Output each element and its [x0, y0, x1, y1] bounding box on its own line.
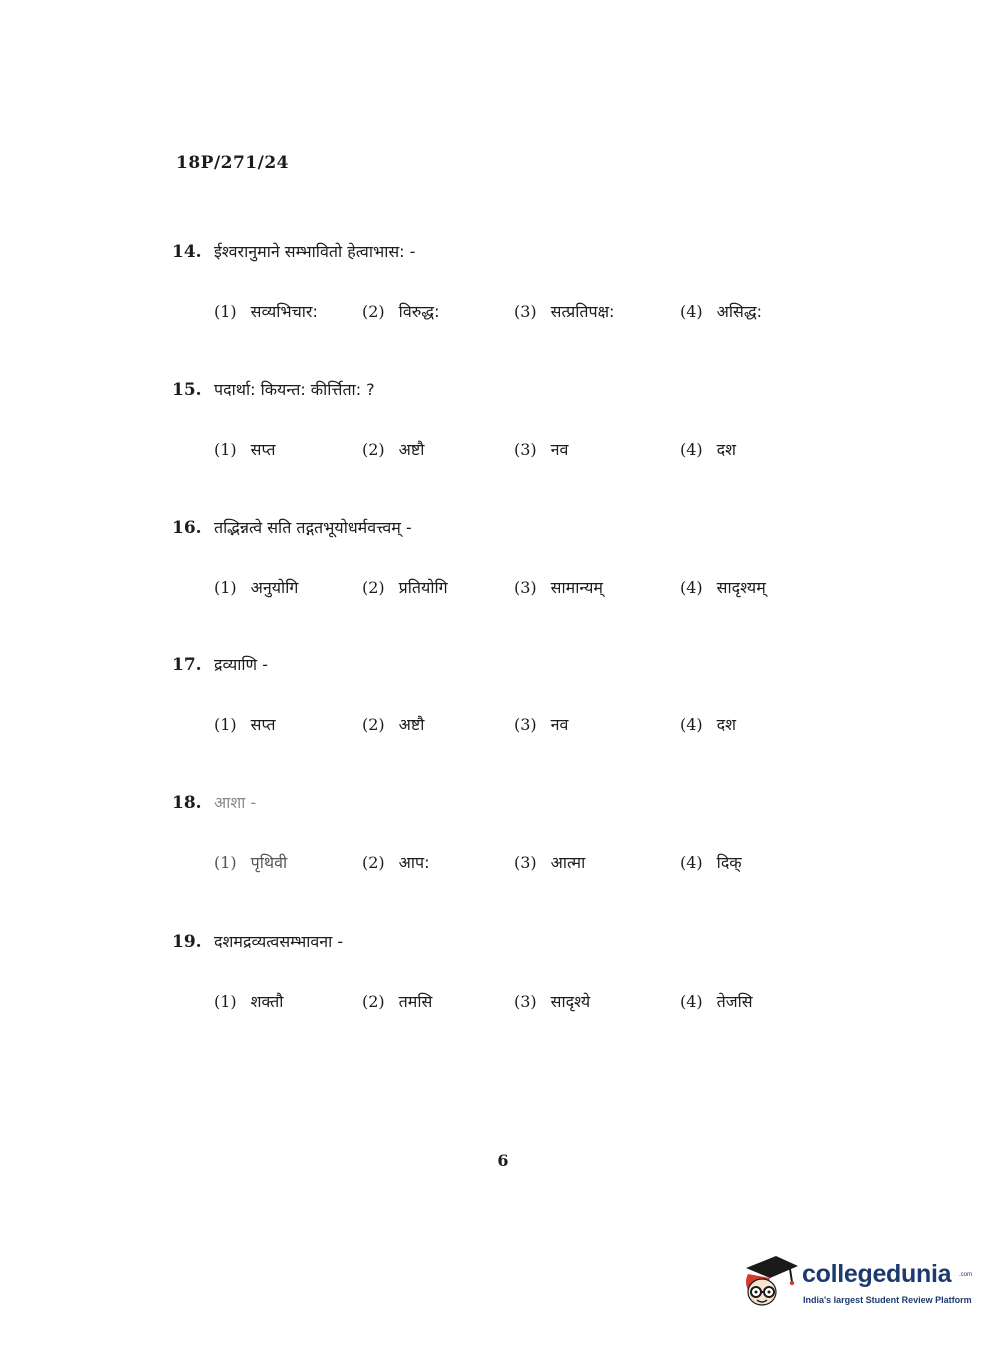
- option-text: नव: [550, 715, 569, 734]
- option-4: [680, 851, 742, 873]
- page-number: 6: [497, 1151, 509, 1170]
- option-text: अनुयोगि: [250, 578, 299, 597]
- option-text: आत्मा: [550, 853, 586, 872]
- option-number: (2): [362, 853, 385, 872]
- option-text: सव्यभिचार:: [250, 302, 318, 321]
- option-4: [680, 990, 753, 1012]
- option-number: (1): [214, 853, 237, 872]
- option-text: दश: [716, 715, 737, 734]
- option-3: [514, 851, 585, 873]
- option-number: (1): [214, 715, 237, 734]
- option-number: (3): [514, 578, 537, 597]
- option-2: [362, 300, 439, 322]
- option-text: अष्टौ: [398, 440, 425, 459]
- option-text: दश: [716, 440, 737, 459]
- paper-code: 18P/271/24: [176, 153, 290, 173]
- option-text: सत्प्रतिपक्ष:: [550, 302, 615, 321]
- option-text: सादृश्यम्: [716, 578, 766, 597]
- option-text: सप्त: [250, 440, 276, 459]
- option-text: आप:: [398, 853, 430, 872]
- option-text: पृथिवी: [250, 853, 288, 872]
- question-text: दशमद्रव्यत्वसम्भावना -: [214, 932, 344, 951]
- option-number: (3): [514, 853, 537, 872]
- option-text: दिक्: [716, 853, 742, 872]
- question-text: आशा -: [214, 793, 257, 812]
- brand-name: collegedunia: [802, 1260, 952, 1288]
- brand-tld: .com: [959, 1272, 973, 1278]
- option-number: (3): [514, 992, 537, 1011]
- option-text: विरुद्ध:: [398, 302, 440, 321]
- option-number: (1): [214, 302, 237, 321]
- option-number: (4): [680, 578, 703, 597]
- brand-tagline: India's largest Student Review Platform: [803, 1295, 972, 1305]
- option-text: शक्तौ: [250, 992, 284, 1011]
- option-number: (1): [214, 992, 237, 1011]
- option-1: [214, 713, 276, 735]
- option-number: (2): [362, 992, 385, 1011]
- option-4: [680, 713, 736, 735]
- option-2: [362, 851, 430, 873]
- option-number: (2): [362, 302, 385, 321]
- option-1: [214, 990, 283, 1012]
- option-text: नव: [550, 440, 569, 459]
- question-text: ईश्वरानुमाने सम्भावितो हेत्वाभास: -: [214, 242, 416, 261]
- option-text: सप्त: [250, 715, 276, 734]
- question-text: पदार्था: कियन्त: कीर्त्तिता: ?: [214, 380, 375, 399]
- option-3: [514, 576, 603, 598]
- option-1: [214, 300, 318, 322]
- question-number: 19.: [172, 932, 202, 952]
- question-number: 14.: [172, 242, 202, 262]
- option-text: असिद्ध:: [716, 302, 763, 321]
- option-1: [214, 438, 276, 460]
- option-text: प्रतियोगि: [398, 578, 448, 597]
- option-text: सादृश्ये: [550, 992, 591, 1011]
- option-number: (1): [214, 440, 237, 459]
- option-number: (4): [680, 853, 703, 872]
- collegedunia-logo[interactable]: [740, 1248, 973, 1312]
- option-3: [514, 300, 614, 322]
- option-number: (3): [514, 302, 537, 321]
- question-number: 16.: [172, 518, 202, 538]
- question-text: द्रव्याणि -: [214, 655, 268, 674]
- student-mascot-icon: [740, 1252, 800, 1310]
- option-number: (4): [680, 302, 703, 321]
- option-number: (4): [680, 992, 703, 1011]
- option-4: [680, 300, 762, 322]
- option-number: (2): [362, 578, 385, 597]
- option-4: [680, 576, 766, 598]
- option-2: [362, 990, 432, 1012]
- option-4: [680, 438, 736, 460]
- option-number: (2): [362, 715, 385, 734]
- option-2: [362, 576, 448, 598]
- option-number: (3): [514, 440, 537, 459]
- option-2: [362, 713, 424, 735]
- option-text: सामान्यम्: [550, 578, 603, 597]
- option-1: [214, 851, 287, 873]
- option-number: (3): [514, 715, 537, 734]
- option-2: [362, 438, 424, 460]
- option-1: [214, 576, 298, 598]
- question-text: तद्भिन्नत्वे सति तद्गतभूयोधर्मवत्त्वम् -: [214, 518, 412, 537]
- option-number: (4): [680, 440, 703, 459]
- question-19: [172, 930, 872, 1100]
- option-number: (4): [680, 715, 703, 734]
- option-3: [514, 713, 568, 735]
- option-number: (1): [214, 578, 237, 597]
- option-number: (2): [362, 440, 385, 459]
- option-3: [514, 438, 568, 460]
- question-number: 17.: [172, 655, 202, 675]
- option-text: तेजसि: [716, 992, 753, 1011]
- option-3: [514, 990, 590, 1012]
- question-number: 15.: [172, 380, 202, 400]
- option-text: अष्टौ: [398, 715, 425, 734]
- option-text: तमसि: [398, 992, 433, 1011]
- question-number: 18.: [172, 793, 202, 813]
